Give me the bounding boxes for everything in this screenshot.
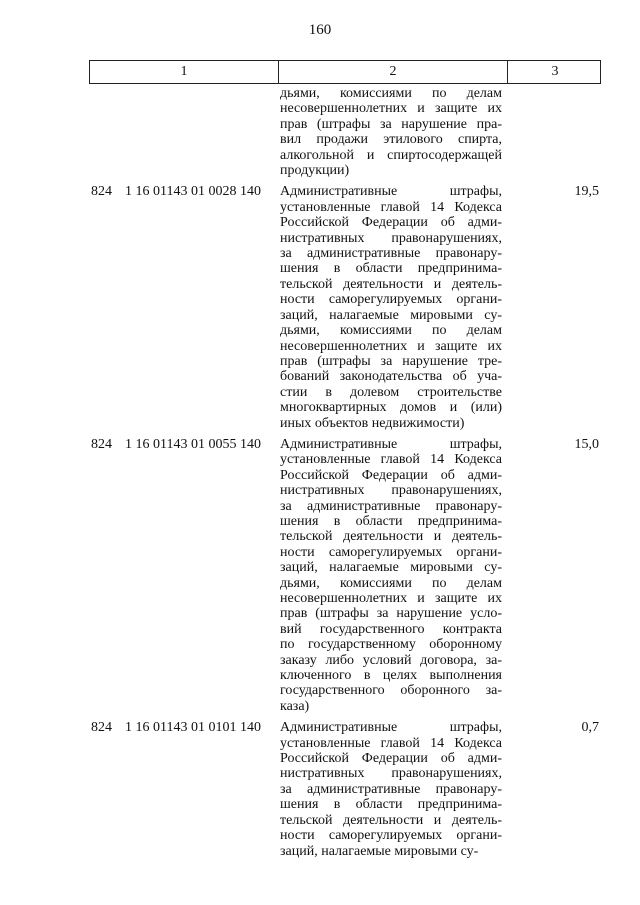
- description-line: за административные правонару-: [280, 246, 502, 262]
- description-line: заказу либо условий договора, за-: [280, 652, 502, 668]
- description-line: Административные штрафы,: [280, 436, 502, 452]
- description-line: алкогольной и спиртосодержащей: [280, 147, 502, 163]
- table-row: [89, 86, 601, 178]
- admin-code: 824: [91, 436, 112, 452]
- description-cell: [277, 86, 506, 178]
- description-line: Административные штрафы,: [280, 184, 502, 200]
- description-line: дьями, комиссиями по делам: [280, 86, 502, 101]
- code-cell: [89, 720, 277, 859]
- amount-cell: 15,0: [574, 436, 599, 452]
- description-line: тельской деятельности и деятель-: [280, 812, 502, 828]
- description-line: государственного оборонного за-: [280, 683, 502, 699]
- amount-cell: 0,7: [581, 720, 599, 736]
- description-line: бований законодательства об уча-: [280, 369, 502, 385]
- table-body: [89, 86, 601, 865]
- description-cell: [277, 720, 506, 859]
- description-line: ности саморегулируемых органи-: [280, 544, 502, 560]
- description-line: вий государственного контракта: [280, 621, 502, 637]
- description-line: заций, налагаемые мировыми су-: [280, 843, 479, 859]
- description-line: иных объектов недвижимости): [280, 415, 465, 431]
- admin-code: 824: [91, 720, 112, 736]
- header-column-3: 3: [507, 61, 602, 83]
- description-line: установленные главой 14 Кодекса: [280, 735, 502, 751]
- classification-code: 1 16 01143 01 0055 140: [125, 436, 261, 452]
- header-column-1: 1: [180, 64, 188, 79]
- description-line: нистративных правонарушениях,: [280, 766, 502, 782]
- description-line: ключенного в целях выполнения: [280, 668, 502, 684]
- description-line: установленные главой 14 Кодекса: [280, 452, 502, 468]
- description-line: вил продажи этилового спирта,: [280, 132, 502, 148]
- header-column-2: 2: [278, 61, 507, 83]
- description-line: ности саморегулируемых органи-: [280, 828, 502, 844]
- table-row: [89, 184, 601, 431]
- description-line: Российской Федерации об адми-: [280, 467, 502, 483]
- description-line: нистративных правонарушениях,: [280, 230, 502, 246]
- description-line: Российской Федерации об адми-: [280, 751, 502, 767]
- description-line: ности саморегулируемых органи-: [280, 292, 502, 308]
- description-line: Российской Федерации об адми-: [280, 215, 502, 231]
- description-line: каза): [280, 698, 310, 714]
- description-cell: [277, 437, 506, 714]
- code-cell: [89, 184, 277, 431]
- description-line: нистративных правонарушениях,: [280, 483, 502, 499]
- description-line: продукции): [280, 163, 350, 179]
- description-line: несовершеннолетних и защите их: [280, 101, 502, 117]
- table-row: [89, 720, 601, 859]
- table-row: [89, 437, 601, 714]
- page-number: 160: [308, 22, 332, 38]
- description-line: за административные правонару-: [280, 498, 502, 514]
- description-line: по государственному оборонному: [280, 637, 502, 653]
- admin-code: 824: [91, 184, 112, 200]
- description-line: дьями, комиссиями по делам: [280, 575, 502, 591]
- description-line: заций, налагаемые мировыми су-: [280, 560, 502, 576]
- description-line: тельской деятельности и деятель-: [280, 529, 502, 545]
- code-cell: [89, 86, 277, 178]
- description-line: Административные штрафы,: [280, 720, 502, 736]
- classification-code: 1 16 01143 01 0101 140: [125, 720, 261, 736]
- table-header: [89, 60, 601, 84]
- description-line: прав (штрафы за нарушение пра-: [280, 116, 502, 132]
- description-line: шения в области предпринима-: [280, 261, 502, 277]
- description-line: дьями, комиссиями по делам: [280, 323, 502, 339]
- code-cell: [89, 437, 277, 714]
- description-line: несовершеннолетних и защите их: [280, 591, 502, 606]
- amount-cell: 19,5: [574, 184, 599, 200]
- description-line: стии в долевом строительстве: [280, 384, 502, 400]
- description-line: заций, налагаемые мировыми су-: [280, 307, 502, 323]
- classification-code: 1 16 01143 01 0028 140: [125, 184, 261, 200]
- description-line: шения в области предпринима-: [280, 797, 502, 813]
- description-line: тельской деятельности и деятель-: [280, 276, 502, 292]
- description-line: несовершеннолетних и защите их: [280, 338, 502, 354]
- description-line: многоквартирных домов и (или): [280, 400, 502, 416]
- amount-cell: [506, 86, 601, 178]
- description-line: за административные правонару-: [280, 781, 502, 797]
- description-line: шения в области предпринима-: [280, 513, 502, 529]
- description-cell: [277, 184, 506, 431]
- description-line: прав (штрафы за нарушение усло-: [280, 606, 502, 622]
- description-line: прав (штрафы за нарушение тре-: [280, 353, 502, 369]
- description-line: установленные главой 14 Кодекса: [280, 199, 502, 215]
